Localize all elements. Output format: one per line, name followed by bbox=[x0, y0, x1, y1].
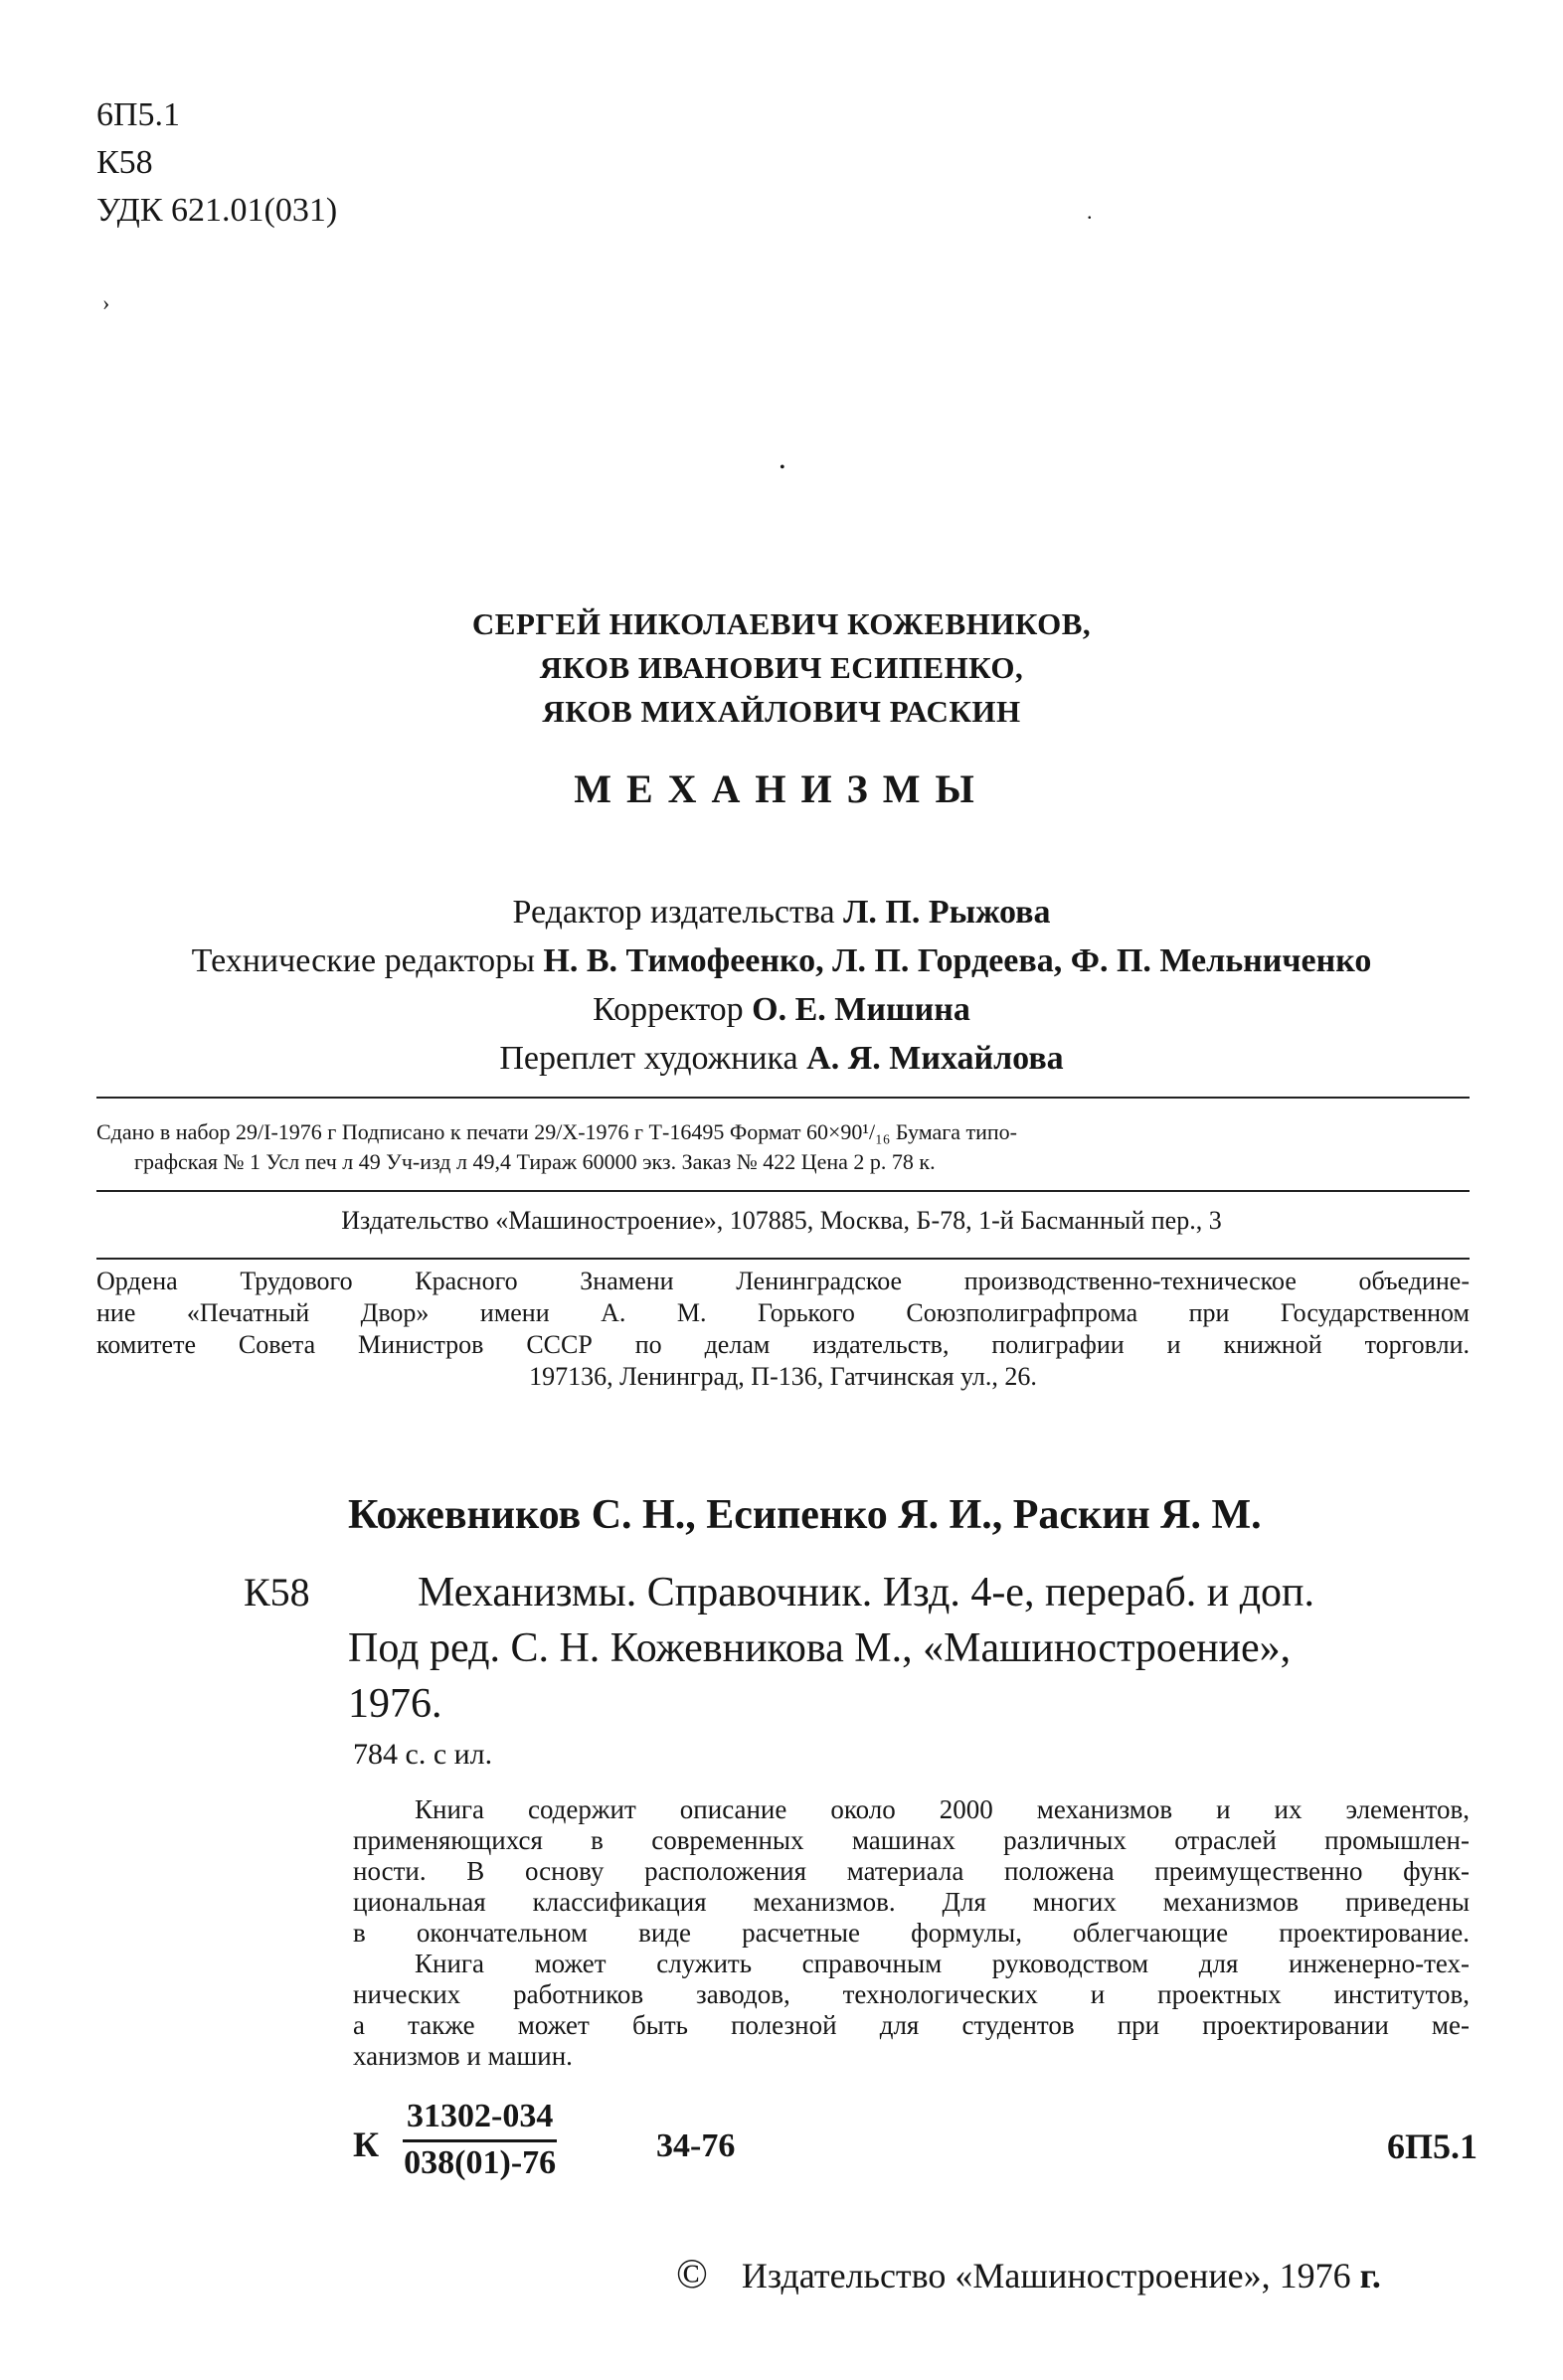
card-code: К58 bbox=[244, 1570, 310, 1615]
abstract-line: применяющихся в современных машинах различных отраслей промышлен- bbox=[353, 1825, 1470, 1855]
credit-name: О. Е. Мишина bbox=[752, 991, 970, 1028]
credit-role: Технические редакторы bbox=[191, 942, 544, 979]
udk-code: УДК 621.01(031) bbox=[96, 192, 338, 229]
divider-rule bbox=[96, 1097, 1470, 1099]
print-data-line: Сдано в набор 29/I-1976 г Подписано к печати 29/X-1976 г Т-16495 Формат 60×90¹/₁₆ Бумага типо- bbox=[96, 1119, 1018, 1144]
copyright-g: г. bbox=[1359, 2256, 1381, 2295]
card-title bbox=[348, 1565, 1470, 1732]
abstract-line: Книга может служить справочным руководством для инженерно-тех- bbox=[415, 1949, 1470, 1978]
print-data bbox=[96, 1117, 1470, 1177]
page-count: 784 с. с ил. bbox=[353, 1738, 493, 1771]
index-fraction bbox=[403, 2098, 557, 2182]
dot-mark-mid: • bbox=[780, 459, 785, 476]
card-title-line: 1976. bbox=[348, 1681, 442, 1727]
dot-mark-top: . bbox=[1087, 199, 1093, 224]
credit-editor bbox=[0, 888, 1563, 936]
copyright-line bbox=[676, 2251, 1381, 2298]
printer-line: ние «Печатный Двор» имени А. М. Горького Союзполиграфпрома при Государственном bbox=[96, 1298, 1470, 1327]
index-letter: К bbox=[353, 2125, 380, 2164]
author-2: ЯКОВ ИВАНОВИЧ ЕСИПЕНКО, bbox=[539, 650, 1024, 685]
printer-info bbox=[96, 1266, 1470, 1393]
credit-cover-artist bbox=[0, 1034, 1563, 1083]
bbk-code: 6П5.1 bbox=[96, 96, 181, 133]
credit-name: Л. П. Рыжова bbox=[843, 894, 1051, 931]
arrow-mark: › bbox=[102, 290, 110, 315]
abstract-line: а также может быть полезной для студентов при проектировании ме- bbox=[353, 2010, 1470, 2040]
printer-line: комитете Совета Министров СССР по делам издательств, полиграфии и книжной торговли. bbox=[96, 1330, 1470, 1359]
card-authors: Кожевников С. Н., Есипенко Я. И., Раскин Я. М. bbox=[348, 1492, 1262, 1538]
index-denominator: 038(01)-76 bbox=[404, 2144, 557, 2181]
divider-rule bbox=[96, 1258, 1470, 1260]
authors-caps bbox=[0, 602, 1563, 734]
abstract-line: ханизмов и машин. bbox=[353, 2041, 573, 2071]
printer-line: Ордена Трудового Красного Знамени Ленинградское производственно-техническое объедине- bbox=[96, 1267, 1470, 1295]
credit-proofreader bbox=[0, 985, 1563, 1034]
author-1: СЕРГЕЙ НИКОЛАЕВИЧ КОЖЕВНИКОВ, bbox=[471, 606, 1092, 641]
abstract-line: нических работников заводов, технологических и проектных институтов, bbox=[353, 1979, 1470, 2009]
abstract-line: Книга содержит описание около 2000 механизмов и их элементов, bbox=[415, 1794, 1470, 1824]
index-suffix: 34-76 bbox=[656, 2127, 736, 2164]
classification-codes bbox=[96, 91, 337, 235]
print-data-line: графская № 1 Усл печ л 49 Уч-изд л 49,4 Тираж 60000 экз. Заказ № 422 Цена 2 р. 78 к. bbox=[134, 1149, 936, 1174]
credit-name: А. Я. Михайлова bbox=[806, 1040, 1064, 1077]
abstract-line: циональная классификация механизмов. Для многих механизмов приведены bbox=[353, 1887, 1470, 1917]
credit-role: Редактор издательства bbox=[512, 894, 844, 931]
card-title-line: Механизмы. Справочник. Изд. 4-е, перераб. и доп. bbox=[418, 1570, 1315, 1615]
printer-line: 197136, Ленинград, П-136, Гатчинская ул., 26. bbox=[529, 1362, 1037, 1391]
copyright-text: Издательство «Машиностроение», 1976 bbox=[741, 2256, 1360, 2295]
abstract bbox=[353, 1794, 1470, 2072]
author-mark: К58 bbox=[96, 144, 153, 181]
author-3: ЯКОВ МИХАЙЛОВИЧ РАСКИН bbox=[542, 694, 1021, 729]
index-numerator: 31302-034 bbox=[403, 2098, 557, 2142]
credit-role: Корректор bbox=[593, 991, 753, 1028]
copyright-icon: © bbox=[676, 2252, 708, 2297]
abstract-line: в окончательном виде расчетные формулы, облегчающие проектирование. bbox=[353, 1918, 1470, 1948]
publisher-address: Издательство «Машиностроение», 107885, Москва, Б-78, 1-й Басманный пер., 3 bbox=[341, 1206, 1222, 1235]
credit-role: Переплет художника bbox=[499, 1040, 807, 1077]
book-title: МЕХАНИЗМЫ bbox=[574, 766, 989, 811]
card-title-line: Под ред. С. Н. Кожевникова М., «Машиностроение», bbox=[348, 1625, 1292, 1671]
credit-tech-editors bbox=[0, 936, 1563, 985]
abstract-line: ности. В основу расположения материала положена преимущественно функ- bbox=[353, 1856, 1470, 1886]
divider-rule bbox=[96, 1190, 1470, 1192]
bbk-code-right: 6П5.1 bbox=[1387, 2126, 1478, 2166]
credit-name: Н. В. Тимофеенко, Л. П. Гордеева, Ф. П. Мельниченко bbox=[543, 942, 1372, 979]
credits bbox=[0, 888, 1563, 1083]
